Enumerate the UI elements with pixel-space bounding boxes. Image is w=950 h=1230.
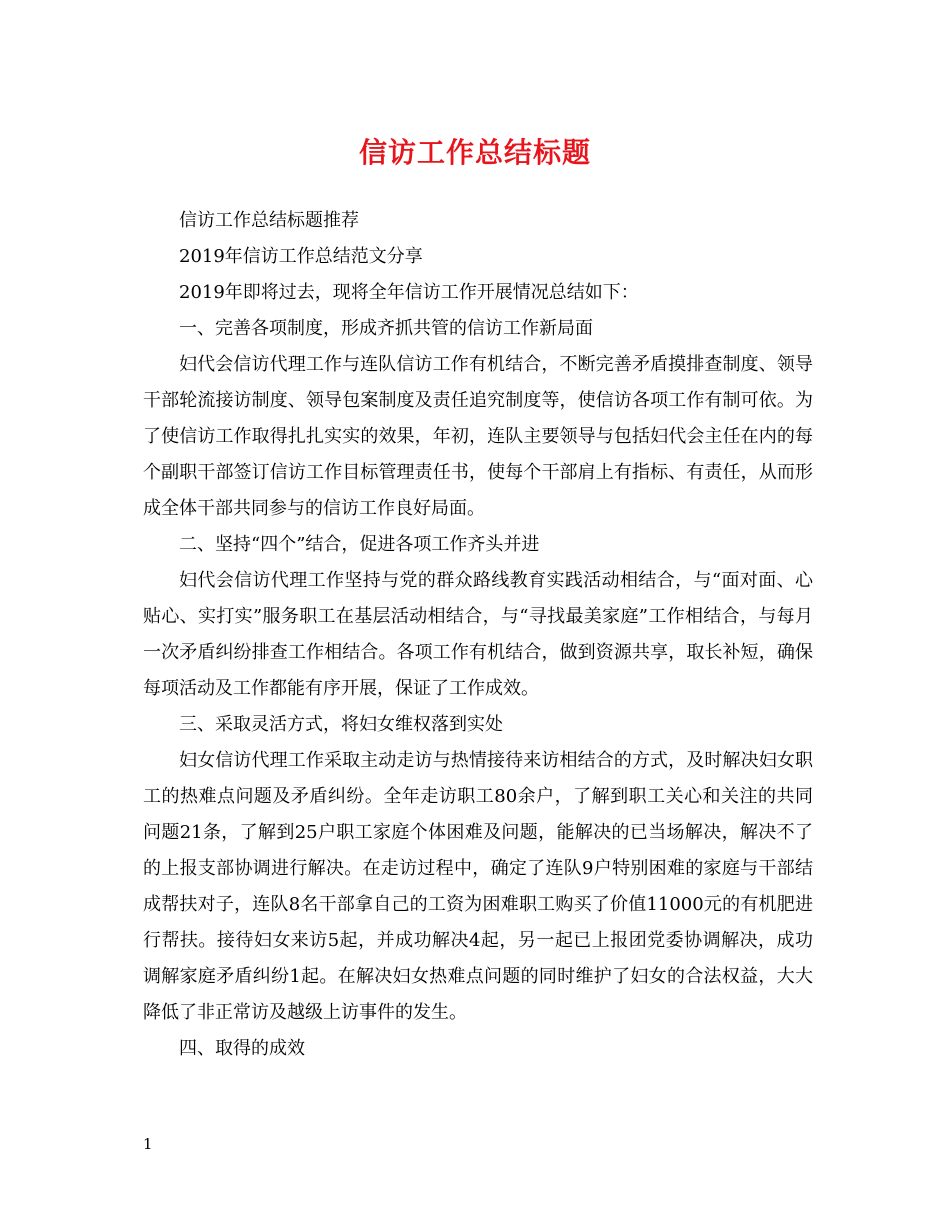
document-body — [143, 203, 813, 1067]
document-title: 信访工作总结标题 — [358, 136, 591, 169]
paragraph: 妇女信访代理工作采取主动走访与热情接待来访相结合的方式，及时解决妇女职工的热难点问题及矛盾纠纷。全年走访职工80余户，了解到职工关心和关注的共同问题21条，了解到25户职工家庭个体困难及问题，能解决的已当场解决，解决不了的上报支部协调进行解决。在走访过程中，确定了连队9户特别困难的家庭与干部结成帮扶对子，连队8名干部拿自己的工资为困难职工购买了价值11000元的有机肥进行帮扶。接待妇女来访5起，并成功解决4起，另一起已上报团党委协调解决，成功调解家庭矛盾纠纷1起。在解决妇女热难点问题的同时维护了妇女的合法权益，大大降低了非正常访及越级上访事件的发生。 — [143, 750, 813, 1023]
page-number: 1 — [143, 1135, 153, 1153]
section-heading: 一、完善各项制度，形成齐抓共管的信访工作新局面 — [179, 318, 593, 339]
paragraph: 妇代会信访代理工作与连队信访工作有机结合，不断完善矛盾摸排查制度、领导干部轮流接访制度、领导包案制度及责任追究制度等，使信访各项工作有制可依。为了使信访工作取得扎扎实实的效果，年初，连队主要领导与包括妇代会主任在内的每个副职干部签订信访工作目标管理责任书，使每个干部肩上有指标、有责任，从而形成全体干部共同参与的信访工作良好局面。 — [143, 354, 813, 519]
paragraph: 2019年信访工作总结范文分享 — [179, 246, 423, 267]
paragraph: 妇代会信访代理工作坚持与党的群众路线教育实践活动相结合，与“面对面、心贴心、实打实”服务职工在基层活动相结合，与“寻找最美家庭”工作相结合，与每月一次矛盾纠纷排查工作相结合。各项工作有机结合，做到资源共享，取长补短，确保每项活动及工作都能有序开展，保证了工作成效。 — [143, 570, 813, 699]
section-heading: 三、采取灵活方式，将妇女维权落到实处 — [179, 714, 503, 735]
section-heading: 四、取得的成效 — [179, 1038, 305, 1059]
paragraph: 信访工作总结标题推荐 — [179, 210, 359, 231]
section-heading: 二、坚持“四个”结合，促进各项工作齐头并进 — [179, 534, 540, 555]
paragraph: 2019年即将过去，现将全年信访工作开展情况总结如下： — [179, 282, 639, 303]
